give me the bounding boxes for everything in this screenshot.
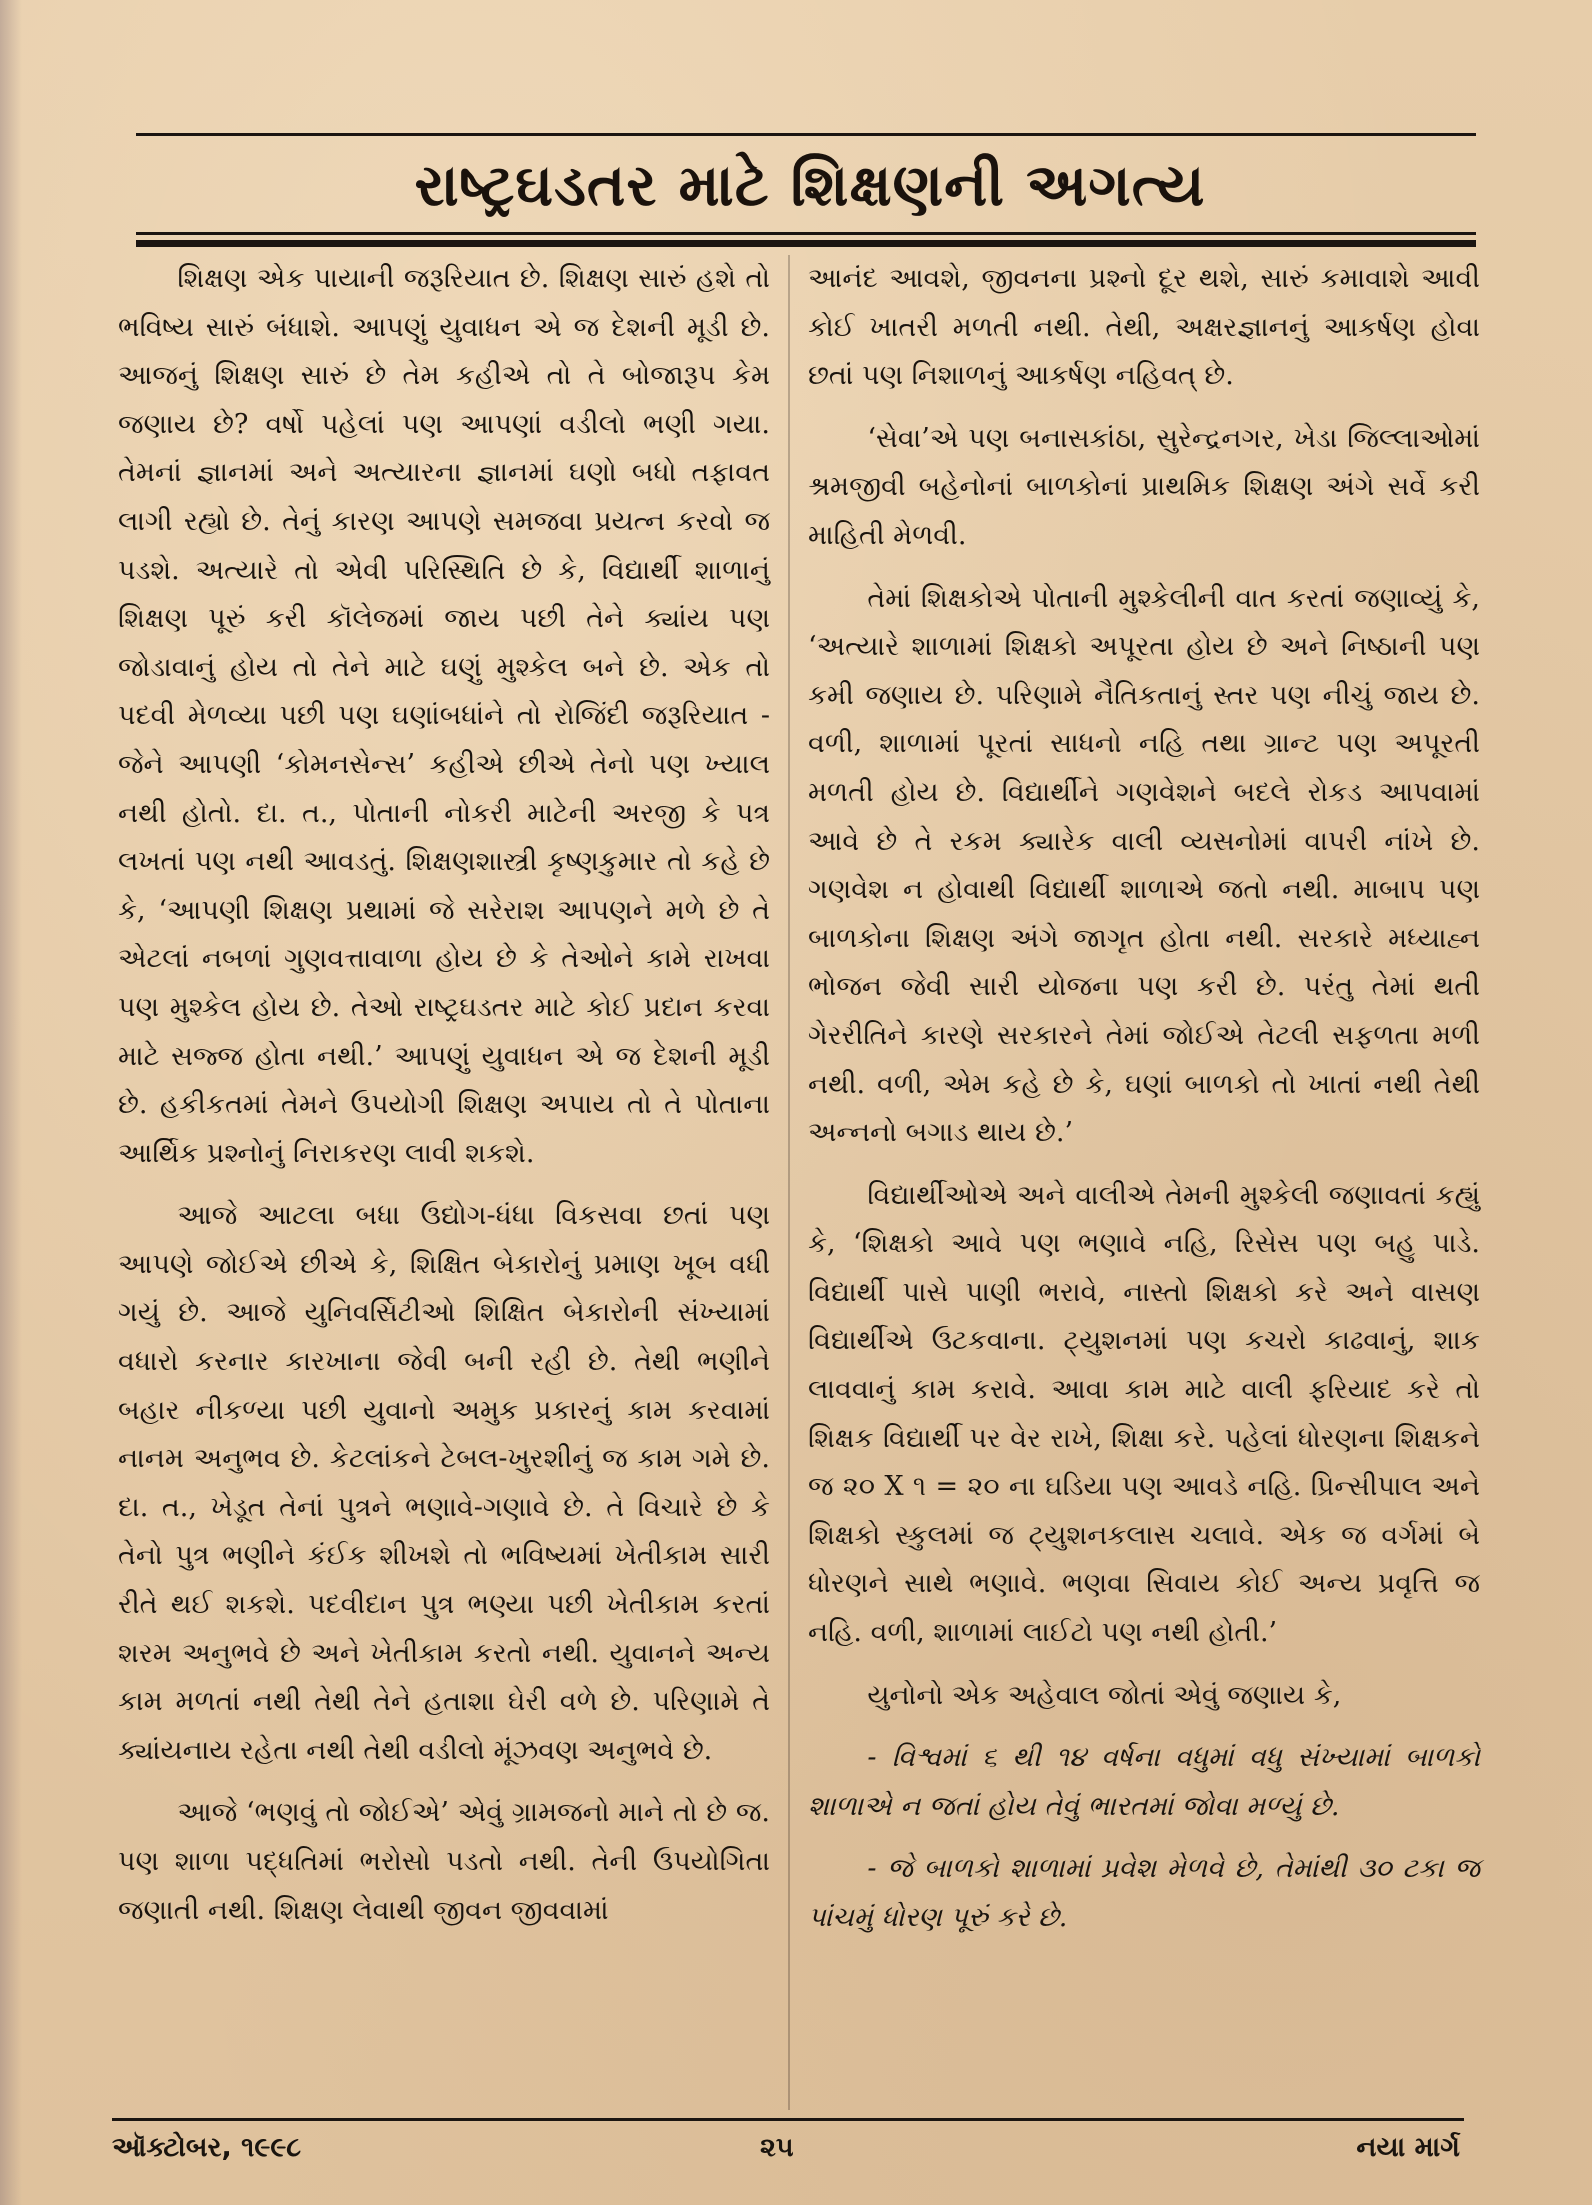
title-top-rule [136, 133, 1476, 136]
bullet-point: - જે બાળકો શાળામાં પ્રવેશ મેળવે છે, તેમાંથી ૩૦ ટકા જ પાંચમું ધોરણ પૂરું કરે છે. [808, 1853, 1480, 1933]
article-title: રાષ્ટ્રઘડતર માટે શિક્ષણની અગત્ય [414, 151, 1206, 219]
paragraph: ‘સેવા’એ પણ બનાસકાંઠા, સુરેન્દ્રનગર, ખેડા જિલ્લાઓમાં શ્રમજીવી બહેનોનાં બાળકોનાં પ્રાથમિક શિક્ષણ અંગે સર્વે કરી માહિતી મેળવી. [808, 422, 1480, 551]
page-edge-shadow [0, 0, 22, 2205]
title-bottom-rule-thick [136, 240, 1476, 247]
title-bottom-rule-thin [136, 232, 1476, 235]
article-right-column [808, 255, 1480, 1957]
paragraph: તેમાં શિક્ષકોએ પોતાની મુશ્કેલીની વાત કરતાં જણાવ્યું કે, ‘અત્યારે શાળામાં શિક્ષકો અપૂરતા હોય છે અને નિષ્ઠાની પણ કમી જણાય છે. પરિણામે નૈતિકતાનું સ્તર પણ નીચું જાય છે. વળી, શાળામાં પૂરતાં સાધનો નહિ તથા ગ્રાન્ટ પણ અપૂરતી મળતી હોય છે. વિદ્યાર્થીને ગણવેશને બદલે રોકડ આપવામાં આવે છે તે રકમ ક્યારેક વાલી વ્યસનોમાં વાપરી નાંખે છે. ગણવેશ ન હોવાથી વિદ્યાર્થી શાળાએ જતો નથી. માબાપ પણ બાળકોના શિક્ષણ અંગે જાગૃત હોતા નથી. સરકારે મધ્યાહ્ન ભોજન જેવી સારી યોજના પણ કરી છે. પરંતુ તેમાં થતી ગેરરીતિને કારણે સરકારને તેમાં જોઈએ તેટલી સફળતા મળી નથી. વળી, એમ કહે છે કે, ઘણાં બાળકો તો ખાતાં નથી તેથી અન્નનો બગાડ થાય છે.’ [808, 582, 1480, 1149]
footer-rule [112, 2118, 1464, 2121]
paragraph: આજે ‘ભણવું તો જોઈએ’ એવું ગ્રામજનો માને તો છે જ. પણ શાળા પદ્ધતિમાં ભરોસો પડતો નથી. તેની ઉપયોગિતા જણાતી નથી. શિક્ષણ લેવાથી જીવન જીવવામાં [118, 1797, 770, 1926]
paragraph: શિક્ષણ એક પાયાની જરૂરિયાત છે. શિક્ષણ સારું હશે તો ભવિષ્ય સારું બંધાશે. આપણું યુવાધન એ જ દેશની મૂડી છે. આજનું શિક્ષણ સારું છે તેમ કહીએ તો તે બોજારૂપ કેમ જણાય છે? વર્ષો પહેલાં પણ આપણાં વડીલો ભણી ગયા. તેમનાં જ્ઞાનમાં અને અત્યારના જ્ઞાનમાં ઘણો બધો તફાવત લાગી રહ્યો છે. તેનું કારણ આપણે સમજવા પ્રયત્ન કરવો જ પડશે. અત્યારે તો એવી પરિસ્થિતિ છે કે, વિદ્યાર્થી શાળાનું શિક્ષણ પૂરું કરી કૉલેજમાં જાય પછી તેને ક્યાંય પણ જોડાવાનું હોય તો તેને માટે ઘણું મુશ્કેલ બને છે. એક તો પદવી મેળવ્યા પછી પણ ઘણાંબધાંને તો રોજિંદી જરૂરિયાત - જેને આપણી ‘કોમનસેન્સ’ કહીએ છીએ તેનો પણ ખ્યાલ નથી હોતો. દા. ત., પોતાની નોકરી માટેની અરજી કે પત્ર લખતાં પણ નથી આવડતું. શિક્ષણશાસ્ત્રી કૃષ્ણકુમાર તો કહે છે કે, ‘આપણી શિક્ષણ પ્રથામાં જે સરેરાશ આપણને મળે છે તે એટલાં નબળાં ગુણવત્તાવાળા હોય છે કે તેઓને કામે રાખવા પણ મુશ્કેલ હોય છે. તેઓ રાષ્ટ્રઘડતર માટે કોઈ પ્રદાન કરવા માટે સજ્જ હોતા નથી.’ આપણું યુવાધન એ જ દેશની મૂડી છે. હકીકતમાં તેમને ઉપયોગી શિક્ષણ અપાય તો તે પોતાના આર્થિક પ્રશ્નોનું નિરાકરણ લાવી શકશે. [118, 263, 770, 1169]
publication-name: નયા માર્ગ [1356, 2132, 1460, 2163]
paragraph: આજે આટલા બધા ઉદ્યોગ-ધંધા વિકસવા છતાં પણ આપણે જોઈએ છીએ કે, શિક્ષિત બેકારોનું પ્રમાણ ખૂબ વધી ગયું છે. આજે યુનિવર્સિટીઓ શિક્ષિત બેકારોની સંખ્યામાં વધારો કરનાર કારખાના જેવી બની રહી છે. તેથી ભણીને બહાર નીકળ્યા પછી યુવાનો અમુક પ્રકારનું કામ કરવામાં નાનમ અનુભવ છે. કેટલાંકને ટેબલ-ખુરશીનું જ કામ ગમે છે. દા. ત., ખેડૂત તેનાં પુત્રને ભણાવે-ગણાવે છે. તે વિચારે છે કે તેનો પુત્ર ભણીને કંઈક શીખશે તો ભવિષ્યમાં ખેતીકામ સારી રીતે થઈ શકશે. પદવીદાન પુત્ર ભણ્યા પછી ખેતીકામ કરતાં શરમ અનુભવે છે અને ખેતીકામ કરતો નથી. યુવાનને અન્ય કામ મળતાં નથી તેથી તેને હતાશા ઘેરી વળે છે. પરિણામે તે ક્યાંયનાય રહેતા નથી તેથી વડીલો મૂંઝવણ અનુભવે છે. [118, 1200, 770, 1766]
paragraph: યુનોનો એક અહેવાલ જોતાં એવું જણાય કે, [867, 1679, 1342, 1711]
page-number: ૨૫ [760, 2132, 794, 2163]
issue-date: ઑક્ટોબર, ૧૯૯૮ [112, 2132, 302, 2163]
column-divider [788, 255, 790, 2110]
article-left-column [118, 255, 770, 1949]
paragraph: આનંદ આવશે, જીવનના પ્રશ્નો દૂર થશે, સારું કમાવાશે આવી કોઈ ખાતરી મળતી નથી. તેથી, અક્ષરજ્ઞાનનું આકર્ષણ હોવા છતાં પણ નિશાળનું આકર્ષણ નહિવત્ છે. [808, 263, 1480, 392]
bullet-point: - વિશ્વમાં ૬ થી ૧૪ વર્ષના વધુમાં વધુ સંખ્યામાં બાળકો શાળાએ ન જતાં હોય તેવું ભારતમાં જોવા મળ્યું છે. [808, 1742, 1480, 1822]
paragraph: વિદ્યાર્થીઓએ અને વાલીએ તેમની મુશ્કેલી જણાવતાં કહ્યું કે, ‘શિક્ષકો આવે પણ ભણાવે નહિ, રિસેસ પણ બહુ પાડે. વિદ્યાર્થી પાસે પાણી ભરાવે, નાસ્તો શિક્ષકો કરે અને વાસણ વિદ્યાર્થીએ ઉટકવાના. ટ્યુશનમાં પણ કચરો કાઢવાનું, શાક લાવવાનું કામ કરાવે. આવા કામ માટે વાલી ફરિયાદ કરે તો શિક્ષક વિદ્યાર્થી પર વેર રાખે, શિક્ષા કરે. પહેલાં ધોરણના શિક્ષકને જ ૨૦ X ૧ = ૨૦ ના ઘડિયા પણ આવડે નહિ. પ્રિન્સીપાલ અને શિક્ષકો સ્કુલમાં જ ટ્યુશનકલાસ ચલાવે. એક જ વર્ગમાં બે ધોરણને સાથે ભણાવે. ભણવા સિવાય કોઈ અન્ય પ્રવૃત્તિ જ નહિ. વળી, શાળામાં લાઈટો પણ નથી હોતી.’ [808, 1179, 1480, 1649]
